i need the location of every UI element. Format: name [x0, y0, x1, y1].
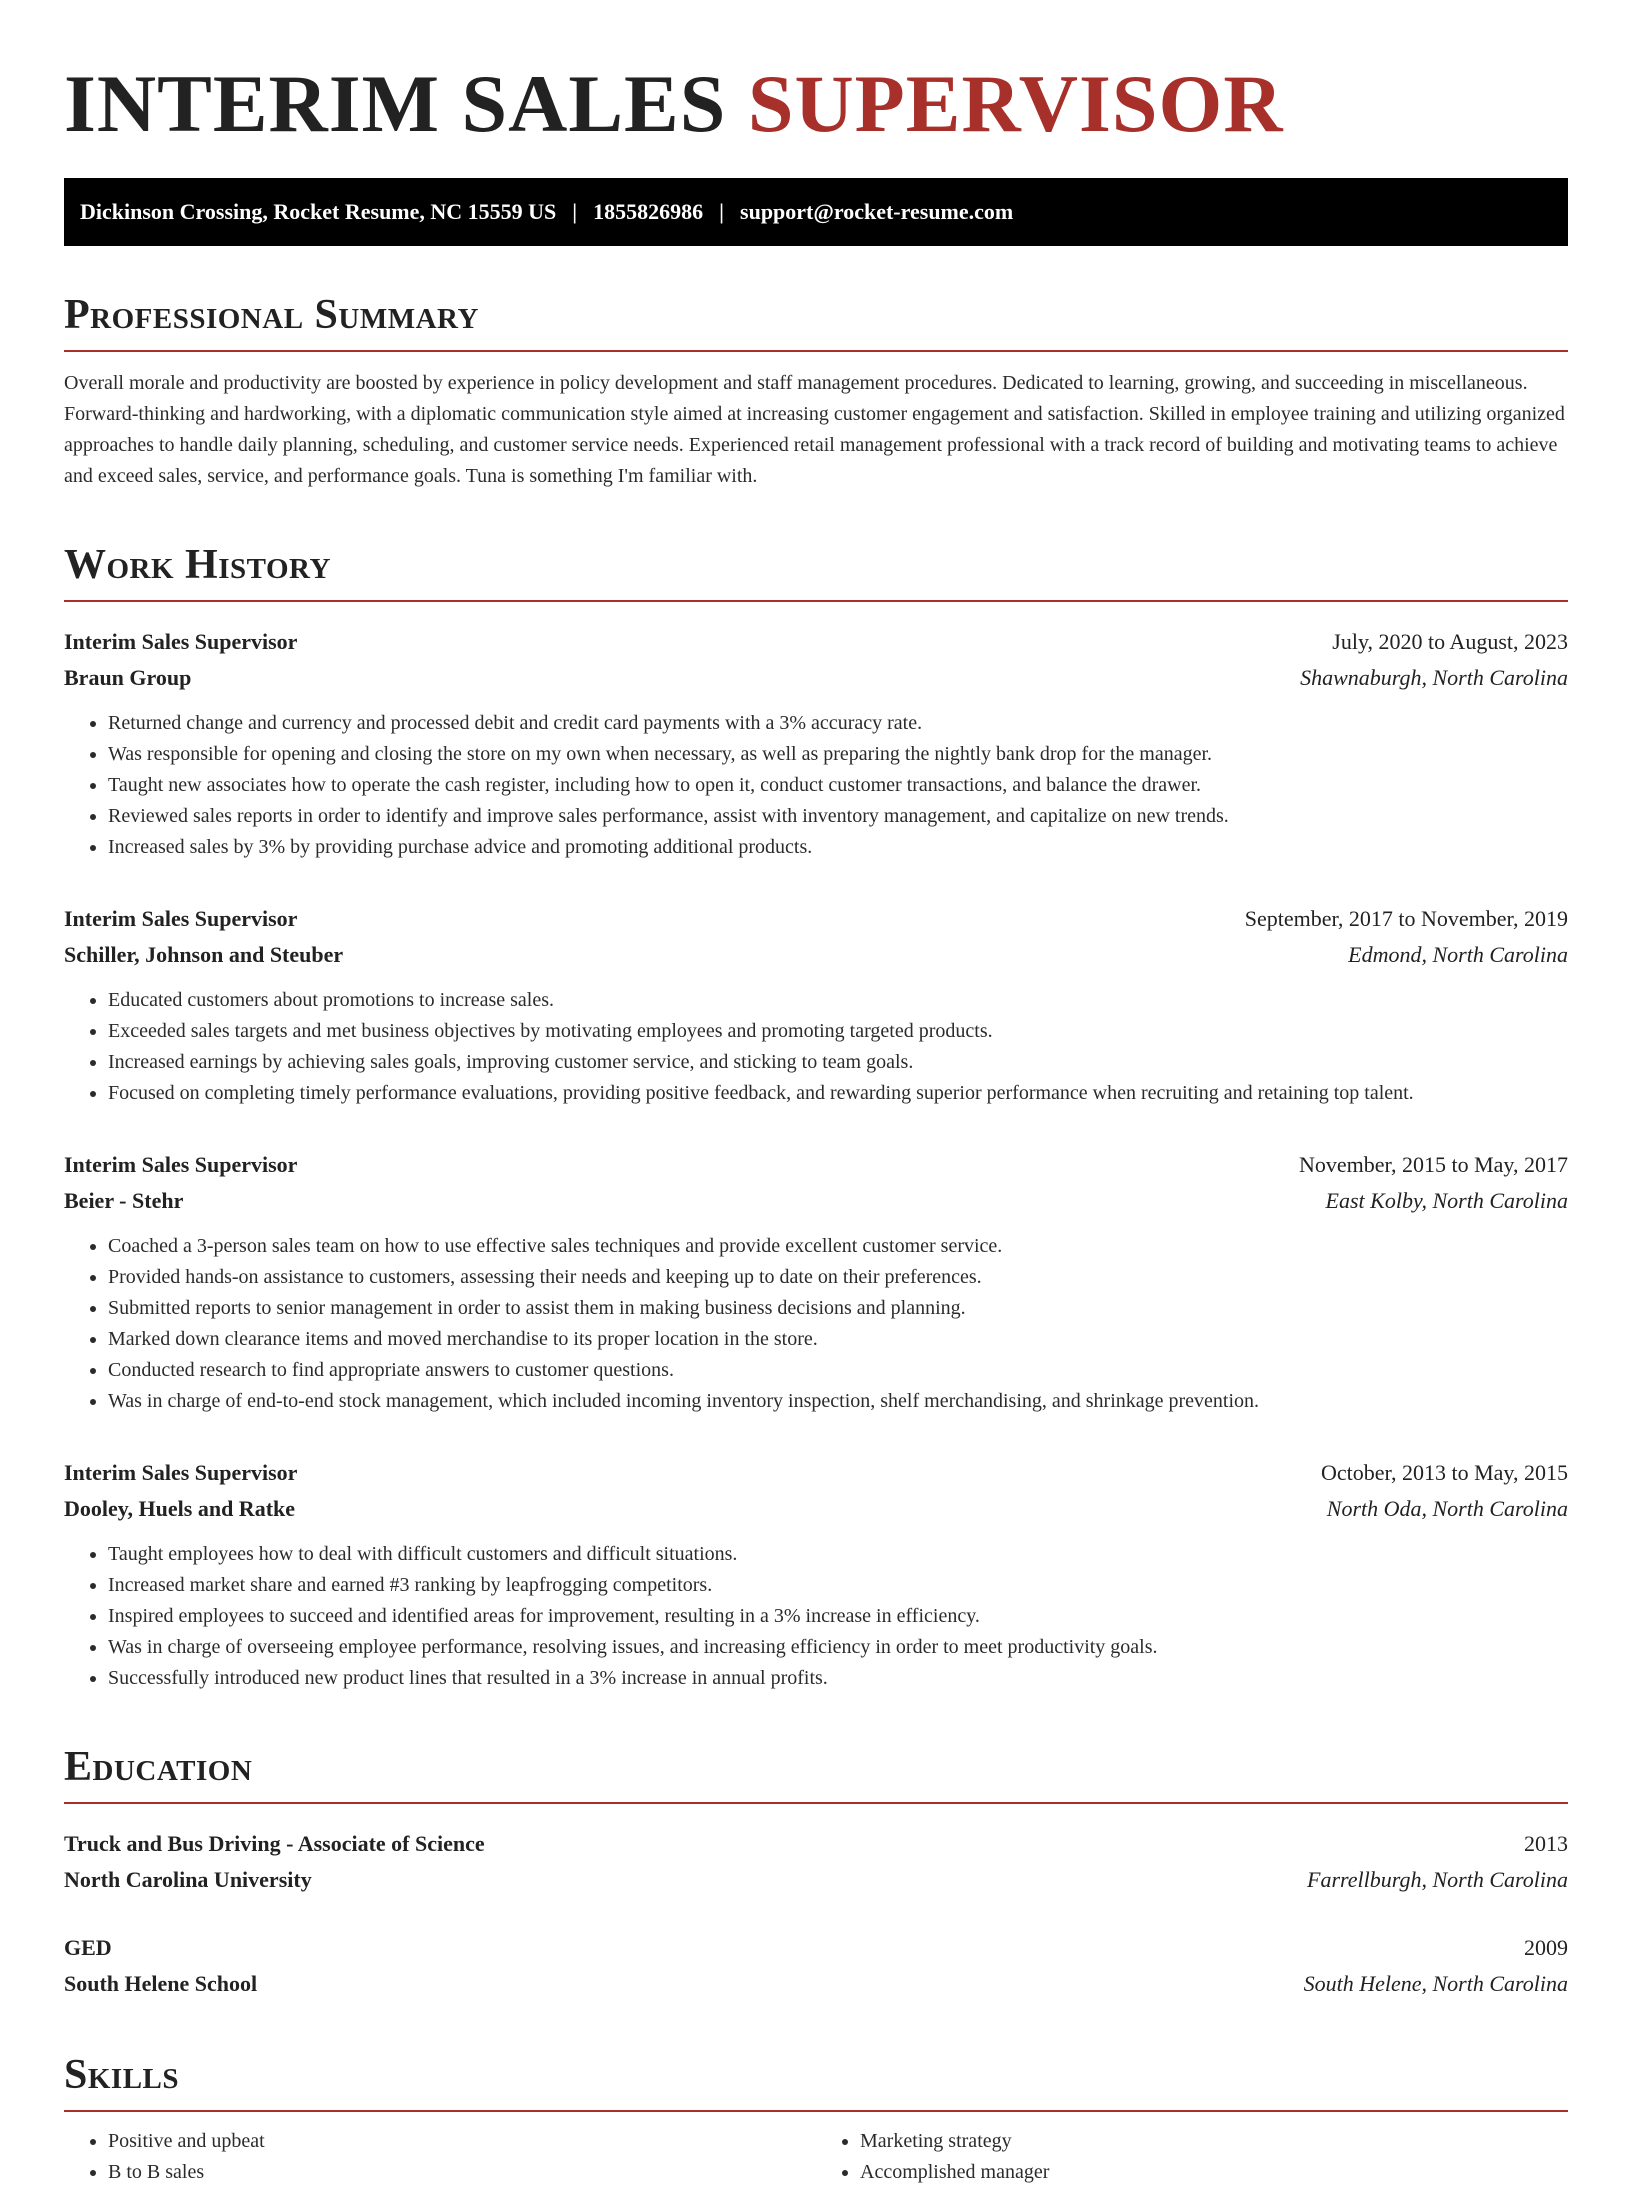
- skills-column-left: [64, 2126, 816, 2188]
- skills-column-right: [816, 2126, 1568, 2188]
- job-bullets: [64, 1539, 1568, 1694]
- job-bullet: • Provided hands-on assistance to customers, assessing their needs and keeping up to date on their preferences.: [108, 1262, 1568, 1293]
- job-bullet: • Increased sales by 3% by providing purchase advice and promoting additional products.: [108, 832, 1568, 863]
- education-school: North Carolina University: [64, 1867, 312, 1892]
- job-location: Edmond, North Carolina: [1348, 942, 1568, 967]
- job-dates: September, 2017 to November, 2019: [1244, 906, 1568, 931]
- job-company: Dooley, Huels and Ratke: [64, 1496, 296, 1521]
- job-bullet: • Taught employees how to deal with difficult customers and difficult situations.: [108, 1539, 1568, 1570]
- contact-bar: [64, 178, 1568, 246]
- job-bullet: • Inspired employees to succeed and identified areas for improvement, resulting in a 3% increase in efficiency.: [108, 1601, 1568, 1632]
- job-bullet: • Marked down clearance items and moved merchandise to its proper location in the store.: [108, 1324, 1568, 1355]
- job-dates: November, 2015 to May, 2017: [1299, 1152, 1568, 1177]
- job-bullet: • Was in charge of end-to-end stock management, which included incoming inventory inspection, shelf merchandising, and shrinkage prevention.: [108, 1386, 1568, 1417]
- job-company-row: [64, 1491, 1568, 1527]
- education-year: 2013: [1524, 1831, 1568, 1856]
- title-accent: SUPERVISOR: [747, 58, 1284, 149]
- job-header-row: [64, 1455, 1568, 1491]
- job-bullet: • Conducted research to find appropriate answers to customer questions.: [108, 1355, 1568, 1386]
- job-location: North Oda, North Carolina: [1326, 1496, 1568, 1521]
- job-title: Interim Sales Supervisor: [64, 1152, 298, 1177]
- job-entry: [64, 1147, 1568, 1417]
- job-title: Interim Sales Supervisor: [64, 629, 298, 654]
- section-heading-work-history: Work History: [64, 540, 1568, 602]
- job-location: Shawnaburgh, North Carolina: [1300, 665, 1568, 690]
- job-bullet: • Increased market share and earned #3 ranking by leapfrogging competitors.: [108, 1570, 1568, 1601]
- job-bullet: • Increased earnings by achieving sales goals, improving customer service, and sticking to team goals.: [108, 1047, 1568, 1078]
- education-school-row: [64, 1966, 1568, 2002]
- section-heading-summary: Professional Summary: [64, 290, 1568, 352]
- job-bullet: • Exceeded sales targets and met business objectives by motivating employees and promoting targeted products.: [108, 1016, 1568, 1047]
- job-bullet: • Returned change and currency and processed debit and credit card payments with a 3% accuracy rate.: [108, 708, 1568, 739]
- job-company: Beier - Stehr: [64, 1188, 184, 1213]
- job-location: East Kolby, North Carolina: [1325, 1188, 1568, 1213]
- contact-phone[interactable]: 1855826986: [593, 199, 704, 224]
- skill-item: • Positive and upbeat: [108, 2126, 816, 2157]
- skill-item: • Marketing strategy: [860, 2126, 1568, 2157]
- education-school-row: [64, 1862, 1568, 1898]
- job-title: Interim Sales Supervisor: [64, 906, 298, 931]
- education-year: 2009: [1524, 1935, 1568, 1960]
- education-degree-row: [64, 1930, 1568, 1966]
- education-school: South Helene School: [64, 1971, 258, 1996]
- resume-title: [64, 58, 1568, 150]
- section-heading-skills: Skills: [64, 2050, 1568, 2112]
- job-entry: [64, 901, 1568, 1109]
- job-dates: July, 2020 to August, 2023: [1332, 629, 1568, 654]
- job-bullets: [64, 1231, 1568, 1417]
- education-degree: GED: [64, 1935, 112, 1960]
- job-header-row: [64, 1147, 1568, 1183]
- job-header-row: [64, 624, 1568, 660]
- education-list: [64, 1826, 1568, 2002]
- job-title: Interim Sales Supervisor: [64, 1460, 298, 1485]
- job-bullet: • Educated customers about promotions to increase sales.: [108, 985, 1568, 1016]
- skill-item: • B to B sales: [108, 2157, 816, 2188]
- job-bullet: • Coached a 3-person sales team on how to use effective sales techniques and provide excellent customer service.: [108, 1231, 1568, 1262]
- job-company-row: [64, 937, 1568, 973]
- skills-list: [64, 2126, 1568, 2188]
- job-bullet: • Was in charge of overseeing employee performance, resolving issues, and increasing efficiency in order to meet productivity goals.: [108, 1632, 1568, 1663]
- education-entry: [64, 1930, 1568, 2002]
- job-bullets: [64, 985, 1568, 1109]
- summary-text: Overall morale and productivity are boosted by experience in policy development and staff management procedures. Dedicated to learning, growing, and succeeding in miscellaneous. Forward-thinking and hardworking, with a diplomatic communication style aimed at increasing customer engagement and satisfaction. Skilled in employee training and utilizing organized approaches to handle daily planning, scheduling, and customer service needs. Experienced retail management professional with a track record of building and motivating teams to achieve and exceed sales, service, and performance goals. Tuna is something I'm familiar with.: [64, 372, 1565, 487]
- section-heading-education: Education: [64, 1742, 1568, 1804]
- education-degree: Truck and Bus Driving - Associate of Science: [64, 1831, 485, 1856]
- job-bullet: • Successfully introduced new product lines that resulted in a 3% increase in annual profits.: [108, 1663, 1568, 1694]
- job-bullet: • Was responsible for opening and closing the store on my own when necessary, as well as preparing the nightly bank drop for the manager.: [108, 739, 1568, 770]
- job-header-row: [64, 901, 1568, 937]
- contact-separator: |: [572, 199, 578, 224]
- job-entry: [64, 1455, 1568, 1694]
- skill-item: • Accomplished manager: [860, 2157, 1568, 2188]
- contact-address: Dickinson Crossing, Rocket Resume, NC 15559 US: [80, 199, 557, 224]
- job-company-row: [64, 1183, 1568, 1219]
- job-entry: [64, 624, 1568, 863]
- job-bullet: • Reviewed sales reports in order to identify and improve sales performance, assist with inventory management, and capitalize on new trends.: [108, 801, 1568, 832]
- education-degree-row: [64, 1826, 1568, 1862]
- contact-separator: |: [719, 199, 725, 224]
- contact-email[interactable]: support@rocket-resume.com: [740, 199, 1014, 224]
- education-location: Farrellburgh, North Carolina: [1307, 1867, 1568, 1892]
- job-bullet: • Taught new associates how to operate the cash register, including how to open it, conduct customer transactions, and balance the drawer.: [108, 770, 1568, 801]
- title-main: INTERIM SALES: [64, 58, 748, 149]
- education-location: South Helene, North Carolina: [1303, 1971, 1568, 1996]
- job-bullet: • Focused on completing timely performance evaluations, providing positive feedback, and rewarding superior performance when recruiting and retaining top talent.: [108, 1078, 1568, 1109]
- education-entry: [64, 1826, 1568, 1898]
- job-company-row: [64, 660, 1568, 696]
- job-company: Braun Group: [64, 665, 192, 690]
- job-company: Schiller, Johnson and Steuber: [64, 942, 344, 967]
- work-history-list: [64, 624, 1568, 1694]
- job-bullets: [64, 708, 1568, 863]
- job-bullet: • Submitted reports to senior management in order to assist them in making business decisions and planning.: [108, 1293, 1568, 1324]
- job-dates: October, 2013 to May, 2015: [1321, 1460, 1568, 1485]
